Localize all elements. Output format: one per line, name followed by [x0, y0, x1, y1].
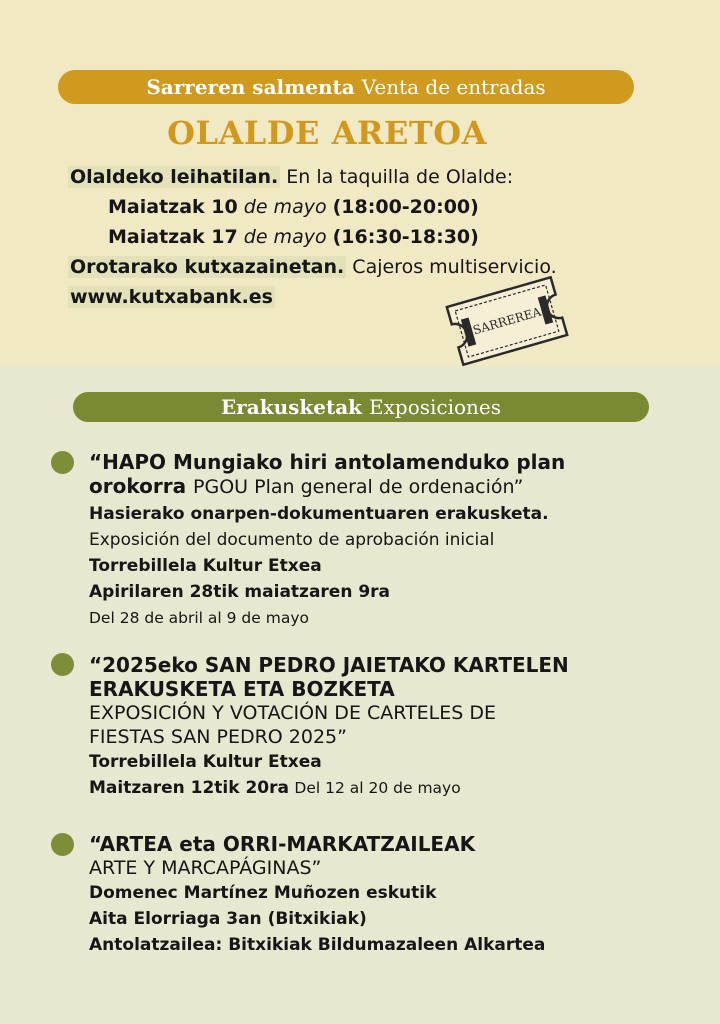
- date1-es: de mayo: [243, 196, 327, 218]
- atm-eu: Orotarako kutxazainetan.: [70, 256, 345, 278]
- bullet-icon: [51, 451, 74, 474]
- item2-dates-eu: Maitzaren 12tik 20ra: [89, 778, 289, 798]
- item1-title-es: PGOU Plan general de ordenación”: [193, 476, 524, 498]
- website-line: [68, 286, 275, 308]
- item1-place: Torrebillela Kultur Etxea: [89, 556, 322, 576]
- item2-title-es-line1: EXPOSICIÓN Y VOTACIÓN DE CARTELES DE: [89, 702, 497, 724]
- exhibitions-title-eu: Erakusketak: [220, 395, 363, 419]
- item3-author: Domenec Martínez Muñozen eskutik: [89, 883, 437, 903]
- ticket-label: SARREREA: [471, 304, 543, 338]
- item2-dates: [89, 775, 569, 801]
- counter-es: En la taquilla de Olalde:: [286, 166, 514, 188]
- item3-title-line1: “ARTEA eta ORRI-MARKATZAILEAK: [89, 832, 476, 856]
- item3-title-es: ARTE Y MARCAPÁGINAS”: [89, 857, 322, 879]
- atm-line: [68, 256, 557, 278]
- date-line-1: [108, 196, 479, 218]
- item1-title-line1: “HAPO Mungiako hiri antolamenduko plan: [89, 450, 566, 474]
- date2-es: de mayo: [243, 226, 327, 248]
- item1-title-line2: [89, 474, 565, 499]
- exhibitions-title-es: Exposiciones: [369, 395, 502, 419]
- exhibition-item-3: [89, 832, 545, 958]
- bullet-icon: [51, 653, 74, 676]
- item1-desc-es: Exposición del documento de aprobación inicial: [89, 530, 495, 550]
- item1-dates-es: Del 28 de abril al 9 de mayo: [89, 609, 309, 627]
- date2-time: (16:30-18:30): [332, 226, 479, 248]
- ticket-sales-title-eu: Sarreren salmenta: [146, 75, 355, 99]
- item1-dates-eu: Apirilaren 28tik maiatzaren 9ra: [89, 582, 391, 602]
- item2-dates-es: Del 12 al 20 de mayo: [294, 779, 461, 797]
- website-link[interactable]: www.kutxabank.es: [70, 286, 273, 308]
- item2-title-line2: ERAKUSKETA ETA BOZKETA: [89, 677, 395, 701]
- atm-es: Cajeros multiservicio.: [352, 256, 557, 278]
- item3-organizer: Antolatzailea: Bitxikiak Bildumazaleen Alkartea: [89, 935, 546, 955]
- bullet-icon: [51, 833, 74, 856]
- item3-place: Aita Elorriaga 3an (Bitxikiak): [89, 909, 367, 929]
- ticket-sales-title-es: Venta de entradas: [361, 75, 546, 99]
- exhibition-item-1: [89, 450, 565, 631]
- ticket-sales-header: [58, 70, 634, 104]
- counter-eu: Olaldeko leihatilan.: [70, 166, 279, 188]
- exhibition-item-2: [89, 653, 569, 801]
- item1-desc-eu: Hasierako onarpen-dokumentuaren erakusketa.: [89, 504, 549, 524]
- item1-title-line2-eu: orokorra: [89, 474, 187, 498]
- venue-name: OLALDE ARETOA: [167, 114, 487, 152]
- date1-time: (18:00-20:00): [332, 196, 479, 218]
- date1-eu: Maiatzak 10: [108, 196, 238, 218]
- item2-title-line1: “2025eko SAN PEDRO JAIETAKO KARTELEN: [89, 653, 569, 677]
- item2-place: Torrebillela Kultur Etxea: [89, 752, 322, 772]
- exhibitions-header: [73, 392, 649, 422]
- counter-line: [68, 166, 513, 188]
- date2-eu: Maiatzak 17: [108, 226, 238, 248]
- item2-title-es-line2: FIESTAS SAN PEDRO 2025”: [89, 726, 347, 748]
- date-line-2: [108, 226, 479, 248]
